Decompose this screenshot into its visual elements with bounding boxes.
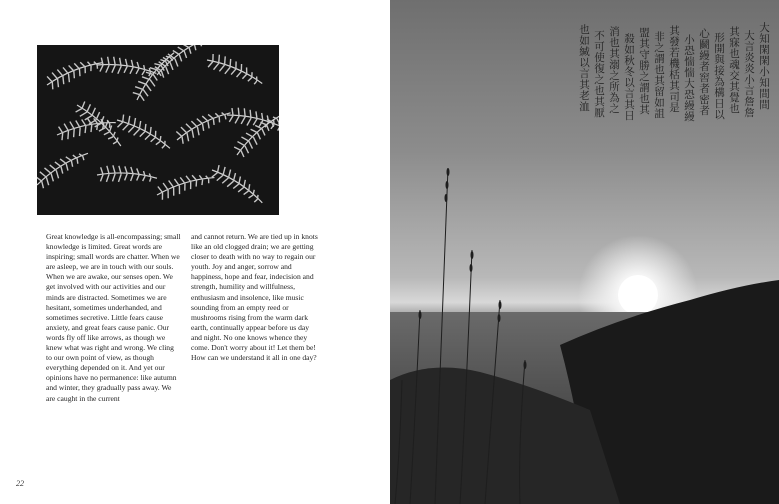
calligraphy-column: 形開與接為構日以 [713, 32, 725, 120]
body-text-column-left: Great knowledge is all-encompassing; small knowledge is limited. Great words are inspiring; small words are chatter. When we are asleep, we are in touch with our souls. When we are awake, our senses open. We get involved with our activities and our minds are distracted. Sometimes we are hesitant, sometimes underhanded, and sometimes secretive. Little fears cause anxiety, and great fears cause panic. Our words fly off like arrows, as though we knew what was right and wrong. We cling to our own point of view, as though everything depended on it. And yet our opinions have no permanence: like autumn and winter, they gradually pass away. We are caught in the current [46, 232, 181, 403]
calligraphy-column: 非之謂也其留如詛 [653, 31, 665, 119]
calligraphy-column: 不可使復之也其厭 [593, 30, 605, 118]
calligraphy-column: 其發若機栝其司是 [668, 25, 680, 113]
calligraphy-column: 殺如秋冬以言其日 [623, 33, 635, 121]
calligraphy-column: 盟其守勝之謂也其 [638, 27, 650, 115]
right-page [390, 0, 779, 504]
calligraphy-column: 消也其溺之所為之 [608, 26, 620, 114]
calligraphy-column: 大知閑閑小知間間 [758, 22, 770, 110]
fern-image [37, 45, 279, 215]
sun [618, 275, 658, 315]
page-number: 22 [16, 479, 24, 488]
calligraphy-column: 大言炎炎小言詹詹 [743, 30, 755, 118]
calligraphy-block [515, 22, 770, 262]
fern-photograph [37, 45, 279, 215]
body-text-column-right: and cannot return. We are tied up in knots like an old clogged drain; we are getting closer to death with no way to regain our youth. Joy and anger, sorrow and happiness, hope and fear, indecision and strength, humility and willfulness, enthusiasm and insolence, like music sounding from an empty reed or mushrooms rising from the warm dark earth, continually appear before us day and night. No one knows whence they come. Don't worry about it! Let them be! How can we understand it all in one day? [191, 232, 318, 363]
calligraphy-column: 小恐惴惴大恐縵縵 [683, 34, 695, 122]
calligraphy-column: 其寐也魂交其覺也 [728, 26, 740, 114]
calligraphy-column: 也如緘以言其老洫 [578, 24, 590, 112]
calligraphy-column: 心鬬縵者窖者密者 [698, 28, 710, 116]
